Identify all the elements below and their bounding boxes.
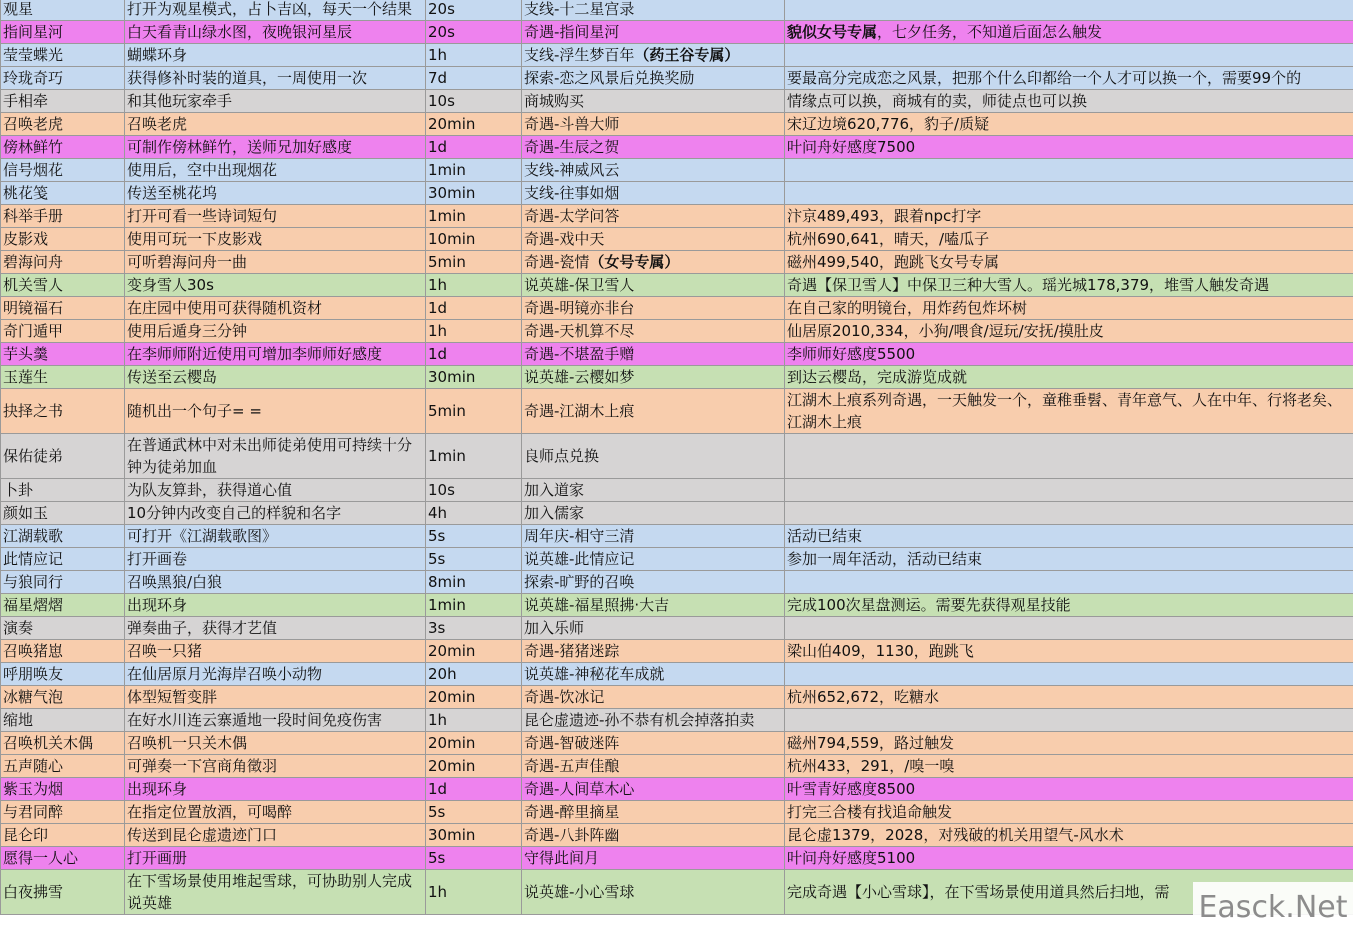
item-effect-cell: 打开可看一些诗词短句 — [125, 205, 426, 228]
table-row — [1, 90, 1353, 113]
item-note-cell — [785, 0, 1353, 21]
item-name-cell: 保佑徒弟 — [1, 434, 125, 479]
source-text: 奇遇-生辰之贺 — [524, 138, 620, 156]
item-duration-cell: 1h — [426, 320, 522, 343]
item-duration-cell: 1h — [426, 870, 522, 915]
item-duration-cell: 3s — [426, 617, 522, 640]
item-source-cell — [522, 274, 785, 297]
item-effect-cell: 使用后遁身三分钟 — [125, 320, 426, 343]
item-note-cell — [785, 434, 1353, 479]
item-note-cell — [785, 571, 1353, 594]
table-row — [1, 389, 1353, 434]
item-effect-cell: 在好水川连云寨遁地一段时间免疫伤害 — [125, 709, 426, 732]
note-text: 杭州652,672，吃糖水 — [787, 688, 940, 706]
item-name-cell: 与君同醉 — [1, 801, 125, 824]
item-duration-cell: 20min — [426, 686, 522, 709]
item-effect-cell: 弹奏曲子，获得才艺值 — [125, 617, 426, 640]
item-source-cell — [522, 44, 785, 67]
item-name-cell: 卜卦 — [1, 479, 125, 502]
table-row — [1, 44, 1353, 67]
note-text: 参加一周年活动，活动已结束 — [787, 550, 983, 568]
note-text: ，七夕任务，不知道后面怎么触发 — [877, 23, 1103, 41]
item-source-cell — [522, 617, 785, 640]
table-row — [1, 136, 1353, 159]
item-name-cell: 皮影戏 — [1, 228, 125, 251]
source-text: 奇遇-不堪盈手赠 — [524, 345, 635, 363]
source-text: 奇遇-戏中天 — [524, 230, 605, 248]
item-duration-cell: 30min — [426, 366, 522, 389]
source-text: 说英雄-福星照拂·大吉 — [524, 596, 670, 614]
table-row — [1, 525, 1353, 548]
note-text: 杭州433，291，/嗅一嗅 — [787, 757, 955, 775]
item-duration-cell: 1d — [426, 136, 522, 159]
item-name-cell: 傍林鲜竹 — [1, 136, 125, 159]
item-effect-cell: 体型短暂变胖 — [125, 686, 426, 709]
item-note-cell — [785, 136, 1353, 159]
note-text: 叶问舟好感度5100 — [787, 849, 916, 867]
item-effect-cell: 召唤一只猪 — [125, 640, 426, 663]
item-source-cell — [522, 366, 785, 389]
item-name-cell: 明镜福石 — [1, 297, 125, 320]
source-text: 说英雄-云樱如梦 — [524, 368, 635, 386]
item-duration-cell: 20s — [426, 21, 522, 44]
note-text: 仙居原2010,334，小狗/喂食/逗玩/安抚/摸肚皮 — [787, 322, 1104, 340]
source-text: 加入乐师 — [524, 619, 585, 637]
item-source-cell — [522, 847, 785, 870]
item-source-cell — [522, 0, 785, 21]
item-table-body — [1, 0, 1353, 915]
item-name-cell: 呼朋唤友 — [1, 663, 125, 686]
item-note-cell — [785, 617, 1353, 640]
item-effect-cell: 在指定位置放酒，可喝醉 — [125, 801, 426, 824]
item-name-cell: 缩地 — [1, 709, 125, 732]
source-text: 奇遇-八卦阵幽 — [524, 826, 620, 844]
item-name-cell: 莹莹蝶光 — [1, 44, 125, 67]
source-text: 守得此间月 — [524, 849, 600, 867]
note-text: 活动已结束 — [787, 527, 863, 545]
item-note-cell — [785, 228, 1353, 251]
item-effect-cell: 可制作傍林鲜竹，送师兄加好感度 — [125, 136, 426, 159]
item-duration-cell: 1min — [426, 594, 522, 617]
table-row — [1, 366, 1353, 389]
source-text: 奇遇-醉里摘星 — [524, 803, 620, 821]
item-source-cell — [522, 343, 785, 366]
item-effect-cell: 10分钟内改变自己的样貌和名字 — [125, 502, 426, 525]
item-name-cell: 五声随心 — [1, 755, 125, 778]
item-name-cell: 碧海问舟 — [1, 251, 125, 274]
item-duration-cell: 20min — [426, 732, 522, 755]
source-text: 加入道家 — [524, 481, 585, 499]
item-duration-cell: 10s — [426, 479, 522, 502]
item-note-cell — [785, 525, 1353, 548]
item-note-cell — [785, 113, 1353, 136]
item-effect-cell: 传送到昆仑虚遗迹门口 — [125, 824, 426, 847]
item-duration-cell: 30min — [426, 182, 522, 205]
item-effect-cell: 可打开《江湖载歌图》 — [125, 525, 426, 548]
item-source-cell — [522, 159, 785, 182]
item-duration-cell: 20min — [426, 755, 522, 778]
item-note-cell — [785, 663, 1353, 686]
item-source-cell — [522, 663, 785, 686]
item-note-cell — [785, 801, 1353, 824]
item-note-cell — [785, 251, 1353, 274]
note-text: 汴京489,493，跟着npc打字 — [787, 207, 982, 225]
source-text: 奇遇-饮冰记 — [524, 688, 605, 706]
table-row — [1, 320, 1353, 343]
source-text: 探索-旷野的召唤 — [524, 573, 635, 591]
note-text: 宋辽边境620,776，豹子/质疑 — [787, 115, 990, 133]
item-effect-cell: 出现环身 — [125, 594, 426, 617]
item-name-cell: 玉莲生 — [1, 366, 125, 389]
item-note-cell — [785, 755, 1353, 778]
item-source-cell — [522, 801, 785, 824]
table-row — [1, 548, 1353, 571]
item-note-cell — [785, 159, 1353, 182]
source-text: 支线-浮生梦百年 — [524, 46, 635, 64]
table-row — [1, 709, 1353, 732]
item-source-cell — [522, 297, 785, 320]
item-effect-cell: 打开为观星模式，占卜吉凶，每天一个结果 — [125, 0, 426, 21]
item-note-cell — [785, 778, 1353, 801]
item-effect-cell: 可弹奏一下宫商角徵羽 — [125, 755, 426, 778]
item-duration-cell: 1h — [426, 709, 522, 732]
item-source-cell — [522, 502, 785, 525]
item-duration-cell: 1h — [426, 274, 522, 297]
note-text: 李师师好感度5500 — [787, 345, 916, 363]
table-row — [1, 479, 1353, 502]
source-text: 说英雄-小心雪球 — [524, 883, 635, 901]
item-effect-cell: 传送至桃花坞 — [125, 182, 426, 205]
item-effect-cell: 获得修补时装的道具，一周使用一次 — [125, 67, 426, 90]
note-text: 叶问舟好感度7500 — [787, 138, 916, 156]
source-text: 奇遇-瓷情 — [524, 253, 590, 271]
item-name-cell: 科举手册 — [1, 205, 125, 228]
item-name-cell: 福星熠熠 — [1, 594, 125, 617]
note-text: 打完三合楼有找追命触发 — [787, 803, 953, 821]
item-note-cell — [785, 686, 1353, 709]
item-note-cell — [785, 274, 1353, 297]
table-row — [1, 21, 1353, 44]
table-row — [1, 594, 1353, 617]
item-duration-cell: 5s — [426, 548, 522, 571]
item-source-cell — [522, 525, 785, 548]
source-text: 奇遇-天机算不尽 — [524, 322, 635, 340]
item-source-cell — [522, 755, 785, 778]
table-row — [1, 67, 1353, 90]
item-effect-cell: 白天看青山绿水图，夜晚银河星辰 — [125, 21, 426, 44]
item-source-cell — [522, 434, 785, 479]
table-row — [1, 571, 1353, 594]
item-note-cell — [785, 847, 1353, 870]
table-row — [1, 663, 1353, 686]
item-source-cell — [522, 548, 785, 571]
item-effect-cell: 在庄园中使用可获得随机资材 — [125, 297, 426, 320]
item-note-cell — [785, 594, 1353, 617]
item-source-cell — [522, 479, 785, 502]
item-note-cell — [785, 67, 1353, 90]
item-note-cell — [785, 90, 1353, 113]
item-effect-cell: 使用后，空中出现烟花 — [125, 159, 426, 182]
item-note-cell — [785, 502, 1353, 525]
item-note-cell — [785, 709, 1353, 732]
table-row — [1, 297, 1353, 320]
item-source-cell — [522, 732, 785, 755]
source-text: 商城购买 — [524, 92, 585, 110]
item-source-cell — [522, 686, 785, 709]
item-name-cell: 手相牵 — [1, 90, 125, 113]
item-source-cell — [522, 870, 785, 915]
item-source-cell — [522, 709, 785, 732]
source-text: 加入儒家 — [524, 504, 585, 522]
table-row — [1, 824, 1353, 847]
item-duration-cell: 7d — [426, 67, 522, 90]
source-text: 奇遇-猪猪迷踪 — [524, 642, 620, 660]
table-row — [1, 870, 1353, 915]
item-duration-cell: 1d — [426, 343, 522, 366]
note-text: 完成100次星盘测运。需要先获得观星技能 — [787, 596, 1071, 614]
item-effect-cell: 为队友算卦，获得道心值 — [125, 479, 426, 502]
item-duration-cell: 5min — [426, 389, 522, 434]
item-effect-cell: 在下雪场景使用堆起雪球，可协助别人完成说英雄 — [125, 870, 426, 915]
source-text: 奇遇-太学问答 — [524, 207, 620, 225]
table-row — [1, 251, 1353, 274]
note-text: 昆仑虚1379，2028，对残破的机关用望气-风水术 — [787, 826, 1124, 844]
item-name-cell: 与狼同行 — [1, 571, 125, 594]
table-row — [1, 732, 1353, 755]
item-duration-cell: 10s — [426, 90, 522, 113]
item-source-cell — [522, 21, 785, 44]
item-effect-cell: 召唤老虎 — [125, 113, 426, 136]
item-effect-cell: 传送至云樱岛 — [125, 366, 426, 389]
item-source-cell — [522, 594, 785, 617]
item-effect-cell: 打开画卷 — [125, 548, 426, 571]
item-name-cell: 此情应记 — [1, 548, 125, 571]
item-effect-cell: 在仙居原月光海岸召唤小动物 — [125, 663, 426, 686]
item-duration-cell: 5s — [426, 525, 522, 548]
item-name-cell: 桃花笺 — [1, 182, 125, 205]
item-name-cell: 召唤老虎 — [1, 113, 125, 136]
table-row — [1, 502, 1353, 525]
item-source-cell — [522, 320, 785, 343]
table-row — [1, 159, 1353, 182]
item-name-cell: 愿得一人心 — [1, 847, 125, 870]
source-text: 昆仑虚遗迹-孙不恭有机会掉落拍卖 — [524, 711, 755, 729]
item-duration-cell: 4h — [426, 502, 522, 525]
item-source-cell — [522, 113, 785, 136]
item-note-cell — [785, 182, 1353, 205]
item-source-cell — [522, 90, 785, 113]
table-row — [1, 686, 1353, 709]
note-text: 磁州499,540，跑跳飞女号专属 — [787, 253, 1000, 271]
item-effect-cell: 可听碧海问舟一曲 — [125, 251, 426, 274]
note-text: 江湖木上痕系列奇遇，一天触发一个，童稚垂髫、青年意气、人在中年、行将老矣、江湖木上痕 — [787, 391, 1343, 431]
item-source-cell — [522, 389, 785, 434]
table-row — [1, 205, 1353, 228]
note-text: 梁山伯409，1130，跑跳飞 — [787, 642, 974, 660]
item-source-cell — [522, 824, 785, 847]
note-text: 磁州794,559，路过触发 — [787, 734, 955, 752]
source-text: 探索-恋之风景后兑换奖励 — [524, 69, 695, 87]
note-text: 到达云樱岛，完成游览成就 — [787, 368, 968, 386]
item-name-cell: 芋头羹 — [1, 343, 125, 366]
item-duration-cell: 8min — [426, 571, 522, 594]
table-row — [1, 0, 1353, 21]
source-text: 奇遇-人间草木心 — [524, 780, 635, 798]
source-text: 支线-往事如烟 — [524, 184, 620, 202]
source-text: 奇遇-五声佳酿 — [524, 757, 620, 775]
item-note-cell — [785, 366, 1353, 389]
source-text: 周年庆-相守三清 — [524, 527, 635, 545]
item-effect-cell: 使用可玩一下皮影戏 — [125, 228, 426, 251]
item-name-cell: 昆仑印 — [1, 824, 125, 847]
item-duration-cell: 5s — [426, 847, 522, 870]
item-name-cell: 机关雪人 — [1, 274, 125, 297]
table-row — [1, 778, 1353, 801]
source-text: 支线-十二星宫录 — [524, 0, 635, 18]
item-effect-cell: 在普通武林中对未出师徒弟使用可持续十分钟为徒弟加血 — [125, 434, 426, 479]
source-text: 说英雄-神秘花车成就 — [524, 665, 665, 683]
note-text: 完成奇遇【小心雪球】，在下雪场景使用道具然后扫地，需 — [787, 883, 1170, 901]
item-source-cell — [522, 205, 785, 228]
source-text: 奇遇-江湖木上痕 — [524, 402, 635, 420]
item-source-cell — [522, 640, 785, 663]
item-duration-cell: 1min — [426, 205, 522, 228]
item-note-cell — [785, 297, 1353, 320]
note-highlight: 貌似女号专属 — [787, 23, 878, 41]
source-text: 奇遇-明镜亦非台 — [524, 299, 635, 317]
item-duration-cell: 1min — [426, 159, 522, 182]
table-row — [1, 617, 1353, 640]
table-row — [1, 343, 1353, 366]
item-name-cell: 演奏 — [1, 617, 125, 640]
table-row — [1, 182, 1353, 205]
table-row — [1, 801, 1353, 824]
item-note-cell — [785, 205, 1353, 228]
item-note-cell — [785, 320, 1353, 343]
item-source-cell — [522, 67, 785, 90]
item-name-cell: 冰糖气泡 — [1, 686, 125, 709]
item-duration-cell: 20s — [426, 0, 522, 21]
item-name-cell: 观星 — [1, 0, 125, 21]
item-source-cell — [522, 571, 785, 594]
item-name-cell: 信号烟花 — [1, 159, 125, 182]
source-text: 说英雄-此情应记 — [524, 550, 635, 568]
source-text: 说英雄-保卫雪人 — [524, 276, 635, 294]
source-text: 支线-神威风云 — [524, 161, 620, 179]
item-duration-cell: 1h — [426, 44, 522, 67]
item-duration-cell: 20h — [426, 663, 522, 686]
item-note-cell — [785, 389, 1353, 434]
item-note-cell — [785, 640, 1353, 663]
item-name-cell: 奇门遁甲 — [1, 320, 125, 343]
table-row — [1, 640, 1353, 663]
table-row — [1, 274, 1353, 297]
item-duration-cell: 5min — [426, 251, 522, 274]
source-text: 奇遇-斗兽大师 — [524, 115, 620, 133]
source-highlight: （药王谷专属） — [634, 46, 740, 64]
table-row — [1, 434, 1353, 479]
item-note-cell — [785, 824, 1353, 847]
note-text: 奇遇【保卫雪人】中保卫三种大雪人。瑶光城178,379，堆雪人触发奇遇 — [787, 276, 1270, 294]
item-note-cell — [785, 732, 1353, 755]
table-row — [1, 847, 1353, 870]
item-duration-cell: 1d — [426, 297, 522, 320]
item-effect-cell: 召唤黑狼/白狼 — [125, 571, 426, 594]
item-note-cell — [785, 548, 1353, 571]
item-effect-cell: 出现环身 — [125, 778, 426, 801]
item-duration-cell: 20min — [426, 113, 522, 136]
item-duration-cell: 30min — [426, 824, 522, 847]
item-name-cell: 召唤机关木偶 — [1, 732, 125, 755]
item-name-cell: 江湖载歌 — [1, 525, 125, 548]
item-effect-cell: 蝴蝶环身 — [125, 44, 426, 67]
item-effect-cell: 随机出一个句子= = — [125, 389, 426, 434]
item-effect-cell: 变身雪人30s — [125, 274, 426, 297]
source-text: 良师点兑换 — [524, 447, 600, 465]
item-duration-cell: 1d — [426, 778, 522, 801]
table-row — [1, 755, 1353, 778]
item-effect-cell: 召唤机一只关木偶 — [125, 732, 426, 755]
source-text: 奇遇-指间星河 — [524, 23, 620, 41]
note-text: 要最高分完成恋之风景，把那个什么印都给一个人才可以换一个，需要99个的 — [787, 69, 1302, 87]
item-effect-cell: 和其他玩家牵手 — [125, 90, 426, 113]
watermark-logo: Easck.Net — [1193, 882, 1353, 934]
source-text: 奇遇-智破迷阵 — [524, 734, 620, 752]
note-text: 杭州690,641，晴天，/嗑瓜子 — [787, 230, 990, 248]
table-row — [1, 113, 1353, 136]
item-note-cell — [785, 44, 1353, 67]
item-name-cell: 指间星河 — [1, 21, 125, 44]
item-duration-cell: 5s — [426, 801, 522, 824]
item-source-cell — [522, 228, 785, 251]
item-name-cell: 抉择之书 — [1, 389, 125, 434]
table-row — [1, 228, 1353, 251]
item-source-cell — [522, 778, 785, 801]
item-name-cell: 召唤猪崽 — [1, 640, 125, 663]
item-source-cell — [522, 182, 785, 205]
item-note-cell — [785, 479, 1353, 502]
item-duration-cell: 10min — [426, 228, 522, 251]
note-text: 在自己家的明镜台，用炸药包炸坏树 — [787, 299, 1028, 317]
item-source-cell — [522, 251, 785, 274]
item-duration-cell: 1min — [426, 434, 522, 479]
item-source-cell — [522, 136, 785, 159]
item-effect-cell: 打开画册 — [125, 847, 426, 870]
item-name-cell: 白夜拂雪 — [1, 870, 125, 915]
item-note-cell — [785, 21, 1353, 44]
source-highlight: （女号专属） — [589, 253, 680, 271]
item-name-cell: 颜如玉 — [1, 502, 125, 525]
item-effect-cell: 在李师师附近使用可增加李师师好感度 — [125, 343, 426, 366]
note-text: 叶雪青好感度8500 — [787, 780, 916, 798]
item-name-cell: 玲珑奇巧 — [1, 67, 125, 90]
item-duration-cell: 20min — [426, 640, 522, 663]
note-text: 情缘点可以换，商城有的卖，师徒点也可以换 — [787, 92, 1088, 110]
item-name-cell: 紫玉为烟 — [1, 778, 125, 801]
item-note-cell — [785, 343, 1353, 366]
